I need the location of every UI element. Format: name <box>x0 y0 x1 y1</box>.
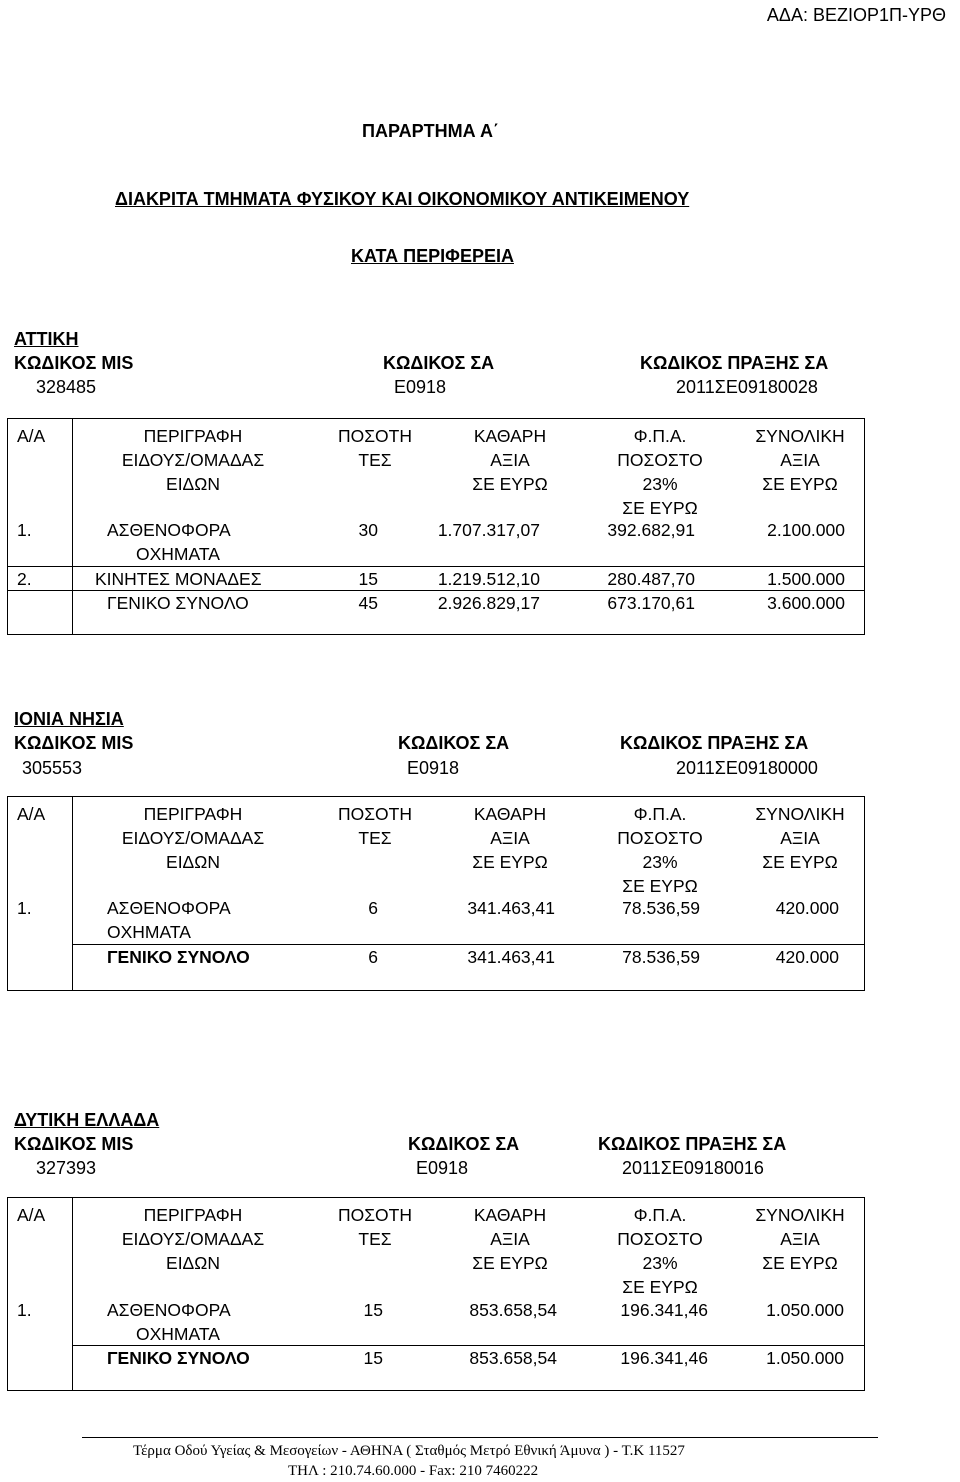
row-qty: 6 <box>368 898 378 918</box>
praxis-value: 2011ΣΕ09180016 <box>622 1158 764 1178</box>
total-total: 1.050.000 <box>766 1348 844 1368</box>
header-vat: Φ.Π.Α. <box>633 804 687 824</box>
header-desc: ΕΙΔΟΥΣ/ΟΜΑΔΑΣ <box>121 450 265 470</box>
footer-contact: ΤΗΛ : 210.74.60.000 - Fax: 210 7460222 <box>288 1463 539 1479</box>
header-total: ΣΕ ΕΥΡΩ <box>762 474 838 494</box>
total-vat: 78.536,59 <box>622 947 700 967</box>
header-vat: ΠΟΣΟΣΤΟ <box>617 828 703 848</box>
mis-label: ΚΩΔΙΚΟΣ MIS <box>14 1134 134 1154</box>
mis-value: 305553 <box>22 758 83 778</box>
header-qty: ΠΟΣΟΤΗ <box>337 426 412 446</box>
header-total: ΣΥΝΟΛΙΚΗ <box>755 426 845 446</box>
sa-value: Ε0918 <box>416 1158 469 1178</box>
row-vat: 78.536,59 <box>622 898 700 918</box>
header-desc: ΠΕΡΙΓΡΑΦΗ <box>143 426 243 446</box>
row-desc: ΑΣΘΕΝΟΦΟΡΑ <box>107 520 231 540</box>
row-total: 420.000 <box>775 898 839 918</box>
row-aa: 1. <box>17 520 32 540</box>
praxis-value: 2011ΣΕ09180028 <box>676 377 818 397</box>
region-title: ΙΟΝΙΑ ΝΗΣΙΑ <box>14 709 124 729</box>
sa-value: Ε0918 <box>407 758 460 778</box>
praxis-label: ΚΩΔΙΚΟΣ ΠΡΑΞΗΣ ΣΑ <box>598 1134 787 1154</box>
row-net: 1.219.512,10 <box>437 569 540 589</box>
header-desc: ΕΙΔΟΥΣ/ΟΜΑΔΑΣ <box>121 1229 265 1249</box>
total-net: 341.463,41 <box>467 947 555 967</box>
row-net: 853.658,54 <box>469 1300 557 1320</box>
total-label: ΓΕΝΙΚΟ ΣΥΝΟΛΟ <box>107 1348 250 1368</box>
total-qty: 15 <box>363 1348 383 1368</box>
row-qty: 15 <box>363 1300 383 1320</box>
header-net: ΚΑΘΑΡΗ <box>473 1205 547 1225</box>
header-net: ΚΑΘΑΡΗ <box>473 426 547 446</box>
table-divider <box>72 418 73 635</box>
header-aa: Α/Α <box>17 426 46 446</box>
region-title: ΔΥΤΙΚΗ ΕΛΛΑΔΑ <box>14 1110 160 1130</box>
header-total: ΑΞΙΑ <box>780 828 820 848</box>
header-qty: ΤΕΣ <box>358 1229 392 1249</box>
row-qty: 15 <box>358 569 378 589</box>
header-net: ΣΕ ΕΥΡΩ <box>472 474 548 494</box>
row-desc: ΑΣΘΕΝΟΦΟΡΑ <box>107 898 231 918</box>
header-aa: Α/Α <box>17 1205 46 1225</box>
header-total: ΣΥΝΟΛΙΚΗ <box>755 1205 845 1225</box>
table-divider <box>72 1197 73 1391</box>
header-desc: ΕΙΔΩΝ <box>166 1253 220 1273</box>
header-net: ΣΕ ΕΥΡΩ <box>472 1253 548 1273</box>
sa-label: ΚΩΔΙΚΟΣ ΣΑ <box>398 733 510 753</box>
row-qty: 30 <box>358 520 378 540</box>
footer-address: Τέρμα Οδού Υγείας & Μεσογείων - ΑΘΗΝΑ ( Σταθμός Μετρό Εθνική Άμυνα ) - Τ.Κ 11527 <box>133 1443 685 1459</box>
row-net: 1.707.317,07 <box>437 520 540 540</box>
total-vat: 673.170,61 <box>607 593 695 613</box>
header-qty: ΠΟΣΟΤΗ <box>337 804 412 824</box>
annex-title: ΠΑΡΑΡΤΗΜΑ Α΄ <box>362 121 499 141</box>
header-total: ΑΞΙΑ <box>780 450 820 470</box>
header-desc: ΕΙΔΩΝ <box>166 852 220 872</box>
row-vat: 196.341,46 <box>620 1300 708 1320</box>
mis-label: ΚΩΔΙΚΟΣ MIS <box>14 353 134 373</box>
row-total: 1.500.000 <box>767 569 845 589</box>
header-vat: 23% <box>642 852 678 872</box>
table-divider <box>72 796 73 991</box>
total-net: 2.926.829,17 <box>437 593 540 613</box>
region-title: ΑΤΤΙΚΗ <box>14 329 79 349</box>
total-qty: 45 <box>358 593 378 613</box>
row-total: 1.050.000 <box>766 1300 844 1320</box>
header-net: ΑΞΙΑ <box>490 828 530 848</box>
row-total: 2.100.000 <box>767 520 845 540</box>
row-aa: 1. <box>17 898 32 918</box>
total-label: ΓΕΝΙΚΟ ΣΥΝΟΛΟ <box>107 593 249 613</box>
header-vat: 23% <box>642 1253 678 1273</box>
header-desc: ΕΙΔΩΝ <box>166 474 220 494</box>
row-aa: 1. <box>17 1300 32 1320</box>
row-desc: ΚΙΝΗΤΕΣ ΜΟΝΑΔΕΣ <box>95 569 262 589</box>
main-title: ΔΙΑΚΡΙΤΑ ΤΜΗΜΑΤΑ ΦΥΣΙΚΟΥ ΚΑΙ ΟΙΚΟΝΟΜΙΚΟΥ ΑΝΤΙΚΕΙΜΕΝΟΥ <box>115 189 690 209</box>
header-vat: Φ.Π.Α. <box>633 1205 687 1225</box>
mis-label: ΚΩΔΙΚΟΣ MIS <box>14 733 134 753</box>
header-vat: ΠΟΣΟΣΤΟ <box>617 1229 703 1249</box>
total-vat: 196.341,46 <box>620 1348 708 1368</box>
header-net: ΣΕ ΕΥΡΩ <box>472 852 548 872</box>
header-net: ΑΞΙΑ <box>490 1229 530 1249</box>
header-net: ΑΞΙΑ <box>490 450 530 470</box>
mis-value: 328485 <box>36 377 97 397</box>
header-net: ΚΑΘΑΡΗ <box>473 804 547 824</box>
total-total: 420.000 <box>775 947 839 967</box>
row-net: 341.463,41 <box>467 898 555 918</box>
sa-value: Ε0918 <box>394 377 447 397</box>
header-vat: 23% <box>642 474 678 494</box>
header-desc: ΠΕΡΙΓΡΑΦΗ <box>143 804 243 824</box>
ada-code: ΑΔΑ: ΒΕΖΙΟΡ1Π-ΥΡΘ <box>766 5 946 25</box>
total-net: 853.658,54 <box>469 1348 557 1368</box>
footer-rule <box>82 1437 878 1438</box>
praxis-label: ΚΩΔΙΚΟΣ ΠΡΑΞΗΣ ΣΑ <box>620 733 809 753</box>
total-total: 3.600.000 <box>767 593 845 613</box>
header-vat: ΣΕ ΕΥΡΩ <box>622 498 698 518</box>
sa-label: ΚΩΔΙΚΟΣ ΣΑ <box>408 1134 520 1154</box>
sa-label: ΚΩΔΙΚΟΣ ΣΑ <box>383 353 495 373</box>
praxis-value: 2011ΣΕ09180000 <box>676 758 818 778</box>
header-qty: ΤΕΣ <box>358 828 392 848</box>
header-total: ΑΞΙΑ <box>780 1229 820 1249</box>
total-qty: 6 <box>368 947 378 967</box>
praxis-label: ΚΩΔΙΚΟΣ ΠΡΑΞΗΣ ΣΑ <box>640 353 829 373</box>
row-desc: ΟΧΗΜΑΤΑ <box>136 1324 220 1344</box>
header-aa: Α/Α <box>17 804 46 824</box>
total-label: ΓΕΝΙΚΟ ΣΥΝΟΛΟ <box>107 947 250 967</box>
mis-value: 327393 <box>36 1158 97 1178</box>
row-vat: 280.487,70 <box>607 569 695 589</box>
row-desc: ΟΧΗΜΑΤΑ <box>136 544 220 564</box>
header-total: ΣΕ ΕΥΡΩ <box>762 1253 838 1273</box>
row-desc: ΑΣΘΕΝΟΦΟΡΑ <box>107 1300 231 1320</box>
header-vat: ΣΕ ΕΥΡΩ <box>622 1277 698 1297</box>
row-vat: 392.682,91 <box>607 520 695 540</box>
header-vat: ΠΟΣΟΣΤΟ <box>617 450 703 470</box>
header-total: ΣΥΝΟΛΙΚΗ <box>755 804 845 824</box>
header-total: ΣΕ ΕΥΡΩ <box>762 852 838 872</box>
header-desc: ΕΙΔΟΥΣ/ΟΜΑΔΑΣ <box>121 828 265 848</box>
row-aa: 2. <box>17 569 32 589</box>
header-vat: Φ.Π.Α. <box>633 426 687 446</box>
header-qty: ΤΕΣ <box>358 450 392 470</box>
header-qty: ΠΟΣΟΤΗ <box>337 1205 412 1225</box>
row-desc: ΟΧΗΜΑΤΑ <box>107 922 191 942</box>
sub-title: ΚΑΤΑ ΠΕΡΙΦΕΡΕΙΑ <box>351 246 514 266</box>
header-desc: ΠΕΡΙΓΡΑΦΗ <box>143 1205 243 1225</box>
header-vat: ΣΕ ΕΥΡΩ <box>622 876 698 896</box>
